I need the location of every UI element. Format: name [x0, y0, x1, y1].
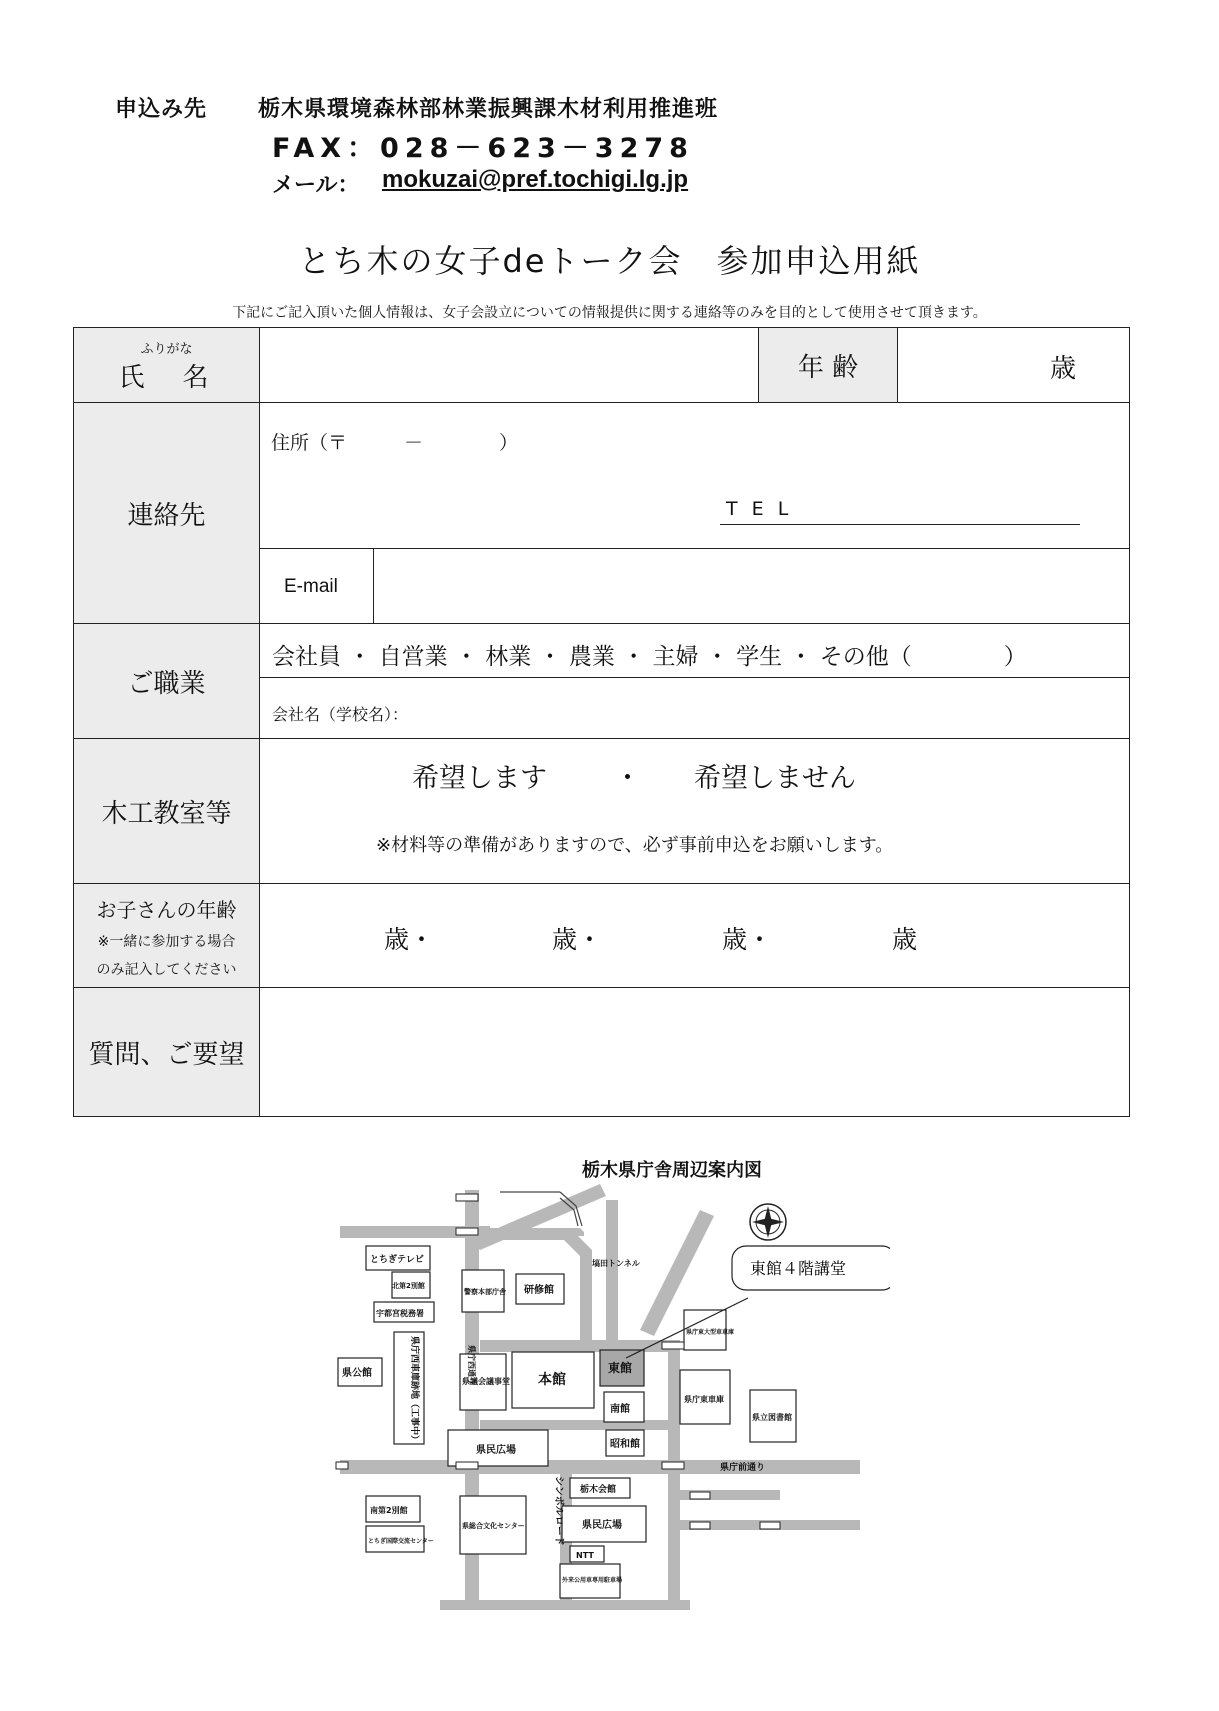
child-age-2[interactable]: 歳・ [552, 925, 603, 954]
name-label: 氏 名 [118, 362, 215, 393]
label-symbol-road: シンボルロード [553, 1476, 564, 1546]
workshop-label: 木工教室等 [101, 799, 232, 829]
questions-label-cell [74, 988, 260, 1116]
header-label: 申込み先 [115, 97, 208, 122]
label-east-garage: 県庁東車庫 [684, 1395, 724, 1404]
label-kita2: 北第2別館 [392, 1282, 425, 1290]
child-age-1[interactable]: 歳・ [384, 925, 435, 954]
email-label: E-mail [284, 576, 338, 597]
contact-label: 連絡先 [127, 501, 206, 531]
workshop-separator: ・ [614, 763, 641, 794]
form-title: とち木の女子deトーク会 参加申込用紙 [298, 242, 921, 280]
mail-address[interactable]: mokuzai@pref.tochigi.lg.jp [382, 166, 689, 193]
age-label: 年 齢 [797, 352, 859, 383]
questions-label: 質問、ご要望 [88, 1039, 245, 1070]
label-intl-center: とちぎ国際交流センター [368, 1538, 434, 1545]
label-minamikan: 南館 [610, 1404, 630, 1415]
label-west-street: 県庁西通り [467, 1345, 476, 1385]
label-tochigi-tv: とちぎテレビ [370, 1255, 424, 1265]
map-title: 栃木県庁舎周辺案内図 [582, 1160, 762, 1181]
children-note-1: ※一緒に参加する場合 [97, 933, 236, 950]
application-form [73, 327, 1130, 1117]
label-tochigi-hall: 栃木会館 [580, 1485, 617, 1495]
location-map [330, 1170, 890, 1610]
occupation-label-cell [74, 624, 260, 739]
children-label-cell [74, 884, 260, 988]
age-unit: 歳 [1050, 354, 1077, 384]
workshop-note: ※材料等の準備がありますので、必ず事前申込をお願いします。 [376, 835, 894, 856]
callout-text: 東館４階講堂 [750, 1259, 847, 1278]
workshop-label-cell [74, 739, 260, 884]
label-kenkokan: 県公館 [342, 1368, 372, 1379]
mail-label: メール： [272, 173, 360, 198]
privacy-notice: 下記にご記入頂いた個人情報は、女子会設立についての情報提供に関する連絡等のみを目的として使用させて頂きます。 [232, 305, 987, 321]
workshop-yes-option[interactable]: 希望します [412, 763, 547, 794]
name-label-cell [74, 328, 260, 403]
name-input[interactable] [262, 330, 756, 400]
tel-label: T E L [726, 498, 793, 520]
label-culture: 県総合文化センター [462, 1522, 525, 1530]
label-parking: 外来公用車専用駐車場 [562, 1577, 623, 1584]
contact-label-cell [74, 403, 260, 624]
workshop-no-option[interactable]: 希望しません [694, 763, 856, 794]
label-ntt: NTT [576, 1551, 594, 1560]
compass-icon [750, 1204, 786, 1240]
label-plaza: 県民広場 [476, 1445, 516, 1456]
occupation-options[interactable]: 会社員 ・ 自営業 ・ 林業 ・ 農業 ・ 主婦 ・ 学生 ・ その他（ ） [272, 644, 1027, 670]
tel-input-line[interactable] [720, 524, 1080, 525]
label-east-large: 県庁東大型車車庫 [686, 1329, 735, 1336]
label-police: 警察本部庁舎 [464, 1288, 506, 1296]
organization-name: 栃木県環境森林部林業振興課木材利用推進班 [258, 97, 719, 122]
label-plaza2: 県民広場 [582, 1520, 622, 1531]
child-age-3[interactable]: 歳・ [722, 925, 773, 954]
occupation-label: ご職業 [127, 669, 206, 699]
child-age-4[interactable]: 歳 [892, 925, 918, 954]
label-library: 県立図書館 [752, 1413, 792, 1422]
fax-number: FAX：028－623－3278 [272, 133, 694, 164]
questions-input[interactable] [262, 990, 1126, 1114]
age-label-cell [758, 328, 898, 402]
label-assembly: 県議会議事堂 [462, 1377, 510, 1386]
label-showakan: 昭和館 [610, 1439, 640, 1450]
children-note-2: のみ記入してください [96, 961, 237, 978]
label-higashikan: 東館 [608, 1361, 633, 1375]
label-minami2: 南第2別館 [370, 1506, 408, 1515]
company-label[interactable]: 会社名（学校名）： [272, 705, 409, 724]
label-training: 研修館 [524, 1285, 554, 1296]
email-input[interactable] [376, 550, 1126, 621]
address-label[interactable]: 住所（〒 － ） [271, 432, 519, 454]
age-input[interactable] [900, 330, 1060, 400]
label-tunnel: 塙田トンネル [592, 1259, 640, 1268]
label-west-garage: 県庁西車庫跡地（工事中） [409, 1336, 419, 1445]
label-utsunomiya-tax: 宇都宮税務署 [376, 1309, 424, 1318]
children-label: お子さんの年齢 [96, 897, 237, 922]
label-front-street: 県庁前通り [720, 1463, 766, 1473]
label-honkan: 本館 [538, 1372, 566, 1388]
furigana-label: ふりがな [140, 341, 193, 357]
